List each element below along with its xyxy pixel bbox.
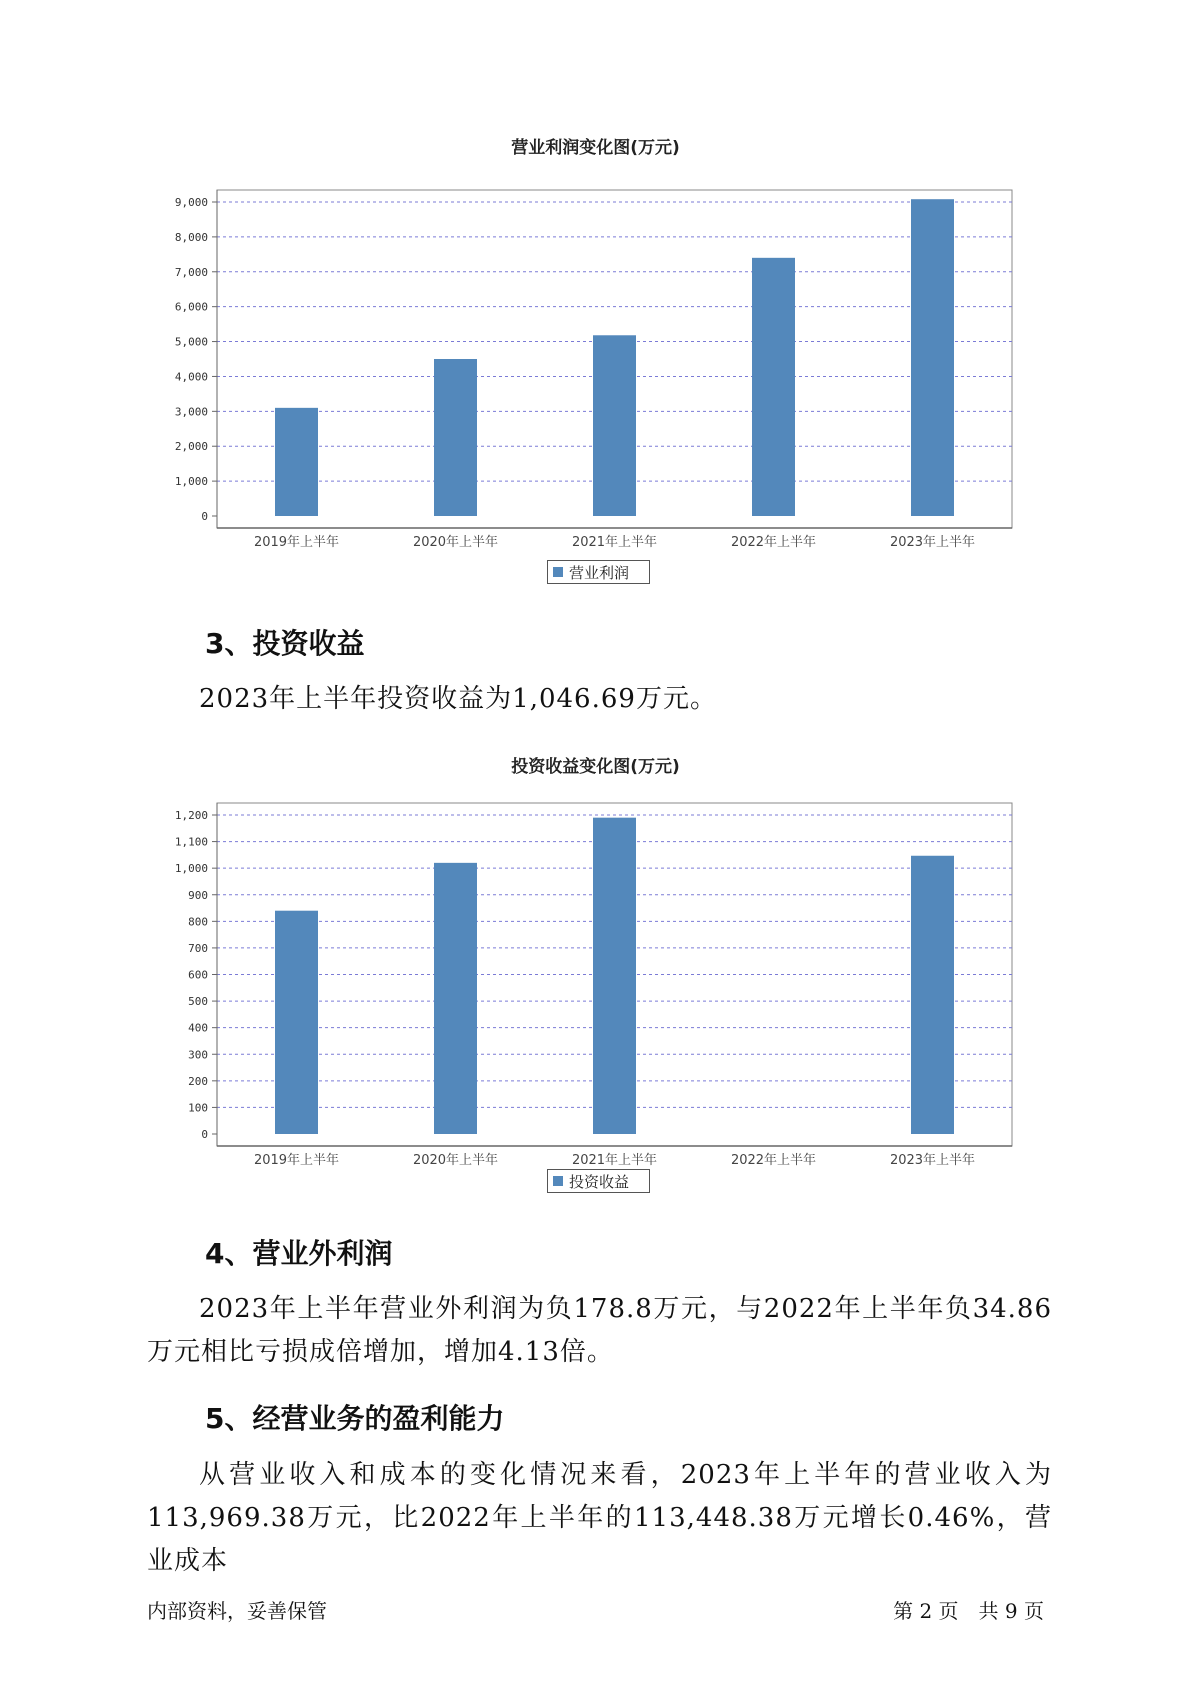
chart1-bar	[752, 258, 795, 516]
chart1-ytick-label: 3,000	[174, 405, 208, 419]
chart2-ytick-label: 1,100	[174, 835, 208, 849]
chart2-bar	[911, 856, 954, 1134]
chart2-ytick-label: 700	[188, 941, 208, 955]
chart1-legend-label: 营业利润	[569, 563, 630, 582]
chart1-ytick-label: 2,000	[174, 440, 208, 454]
chart2-ytick-label: 300	[188, 1048, 208, 1062]
chart2-legend-swatch	[553, 1176, 563, 1186]
chart2-category-label: 2023年上半年	[889, 1153, 976, 1168]
chart2-bar	[434, 863, 477, 1134]
chart1-bar	[911, 199, 954, 516]
chart1-ytick-label: 4,000	[174, 370, 208, 384]
chart2-legend	[547, 1169, 650, 1193]
chart2-bar	[275, 911, 318, 1134]
section5-paragraph: 从营业收入和成本的变化情况来看，2023年上半年的营业收入为113,969.38万元，比2022年上半年的113,448.38万元增长0.46%，营业成本	[147, 1460, 1052, 1576]
chart1-ytick-label: 7,000	[174, 265, 208, 279]
chart1-bar	[275, 408, 318, 516]
chart2-ytick-label: 1,200	[174, 809, 208, 822]
chart2-category-label: 2019年上半年	[253, 1153, 340, 1168]
section4-heading: 4、营业外利润	[205, 1237, 393, 1270]
chart1-legend	[547, 560, 650, 584]
chart2-category-label: 2021年上半年	[571, 1153, 658, 1168]
chart1-category-label: 2020年上半年	[412, 535, 499, 550]
footer-page-number: 第 2 页 共 9 页	[893, 1599, 1044, 1623]
chart1-category-label: 2021年上半年	[571, 535, 658, 550]
section3-paragraph: 2023年上半年投资收益为1,046.69万元。	[199, 684, 717, 714]
chart1-category-label: 2019年上半年	[253, 535, 340, 550]
chart2-ytick-label: 400	[188, 1021, 208, 1035]
chart1-legend-swatch	[553, 567, 563, 577]
chart1-bar	[434, 359, 477, 516]
chart1-category-label: 2023年上半年	[889, 535, 976, 550]
chart2-ytick-label: 800	[188, 915, 208, 929]
chart2-ytick-label: 1,000	[174, 862, 208, 876]
chart2-ytick-label: 900	[188, 888, 208, 902]
section5-heading: 5、经营业务的盈利能力	[205, 1402, 505, 1435]
chart2-investment-income	[0, 770, 1191, 1170]
chart2-category-label: 2022年上半年	[730, 1153, 817, 1168]
section4-paragraph: 2023年上半年营业外利润为负178.8万元，与2022年上半年负34.86万元相比亏损成倍增加，增加4.13倍。	[147, 1294, 1052, 1367]
chart2-ytick-label: 0	[201, 1128, 208, 1141]
chart1-ytick-label: 9,000	[174, 196, 208, 209]
chart2-bar	[593, 818, 636, 1134]
section3-heading: 3、投资收益	[205, 627, 365, 660]
chart1-ytick-label: 1,000	[174, 475, 208, 489]
chart1-title: 营业利润变化图(万元)	[511, 138, 680, 158]
chart1-ytick-label: 0	[201, 510, 208, 523]
footer-left: 内部资料，妥善保管	[147, 1599, 327, 1623]
chart1-ytick-label: 6,000	[174, 300, 208, 314]
chart2-ytick-label: 100	[188, 1101, 208, 1115]
chart1-bar	[593, 335, 636, 516]
chart2-ytick-label: 200	[188, 1074, 208, 1088]
chart2-ytick-label: 600	[188, 968, 208, 982]
chart2-legend-label: 投资收益	[569, 1172, 630, 1191]
chart2-title: 投资收益变化图(万元)	[511, 757, 680, 777]
chart1-category-label: 2022年上半年	[730, 535, 817, 550]
chart2-category-label: 2020年上半年	[412, 1153, 499, 1168]
chart1-ytick-label: 8,000	[174, 230, 208, 244]
chart1-ytick-label: 5,000	[174, 335, 208, 349]
chart2-ytick-label: 500	[188, 995, 208, 1009]
